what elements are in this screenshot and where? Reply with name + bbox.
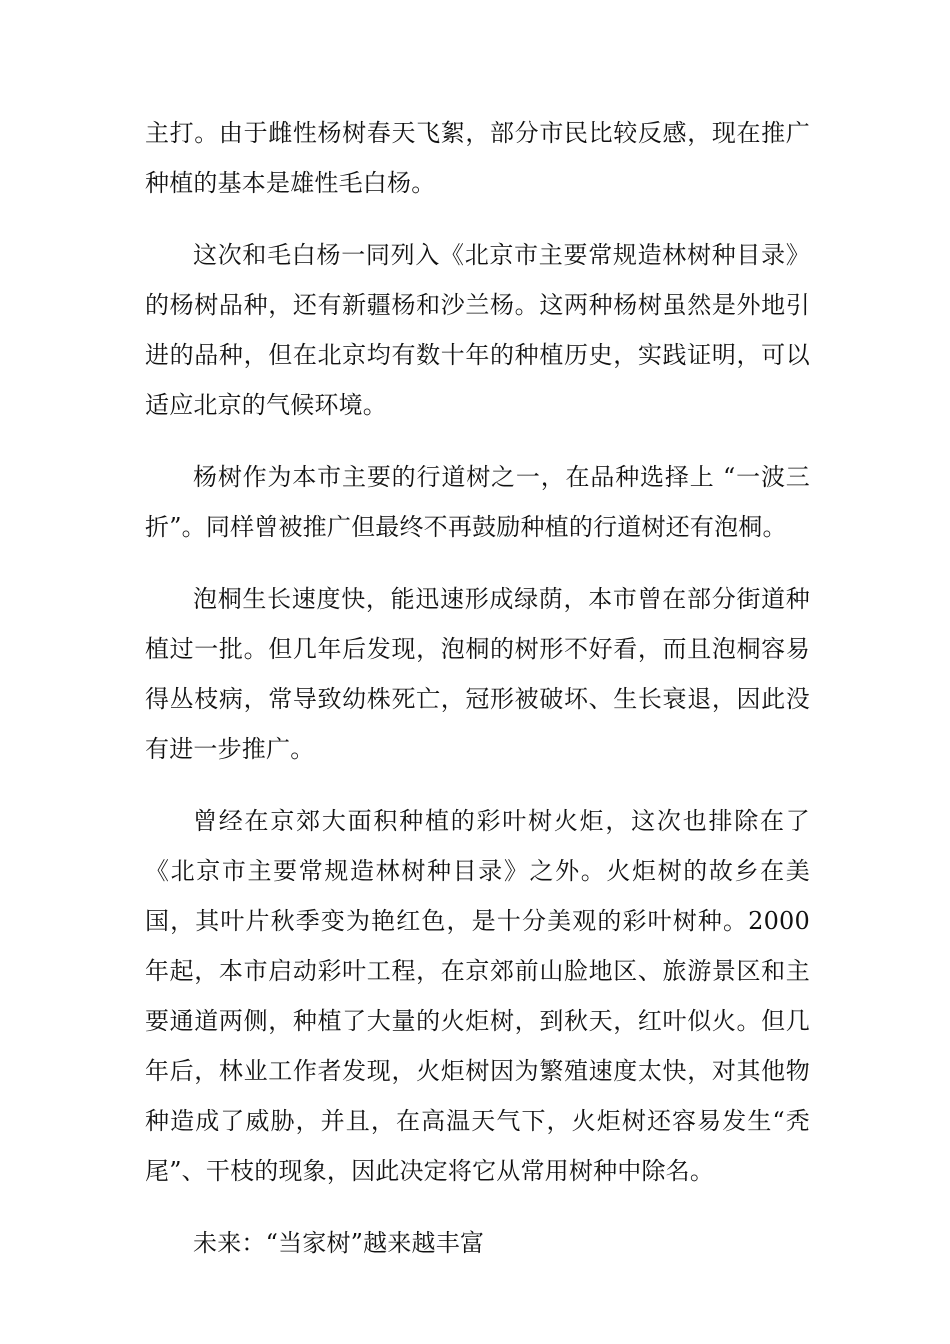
paragraph-poplar-varieties: 这次和毛白杨一同列入《北京市主要常规造林树种目录》的杨树品种，还有新疆杨和沙兰杨。这两种杨树虽然是外地引进的品种，但在北京均有数十年的种植历史，实践证明，可以适应北京的气候环境。	[145, 241, 810, 419]
paragraph-street-trees: 杨树作为本市主要的行道树之一，在品种选择上 “一波三折”。同样曾被推广但最终不再鼓励种植的行道树还有泡桐。	[145, 463, 810, 541]
paragraph-continuation: 主打。由于雌性杨树春天飞絮，部分市民比较反感，现在推广种植的基本是雄性毛白杨。	[145, 119, 810, 197]
article-body	[145, 108, 810, 1290]
paragraph-paulownia: 泡桐生长速度快，能迅速形成绿荫，本市曾在部分街道种植过一批。但几年后发现，泡桐的树形不好看，而且泡桐容易得丛枝病，常导致幼株死亡，冠形被破坏、生长衰退，因此没有进一步推广。	[145, 585, 810, 763]
section-heading-future: 未来：“当家树”越来越丰富	[193, 1229, 485, 1257]
paragraph-sumac: 曾经在京郊大面积种植的彩叶树火炬，这次也排除在了《北京市主要常规造林树种目录》之外。火炬树的故乡在美国，其叶片秋季变为艳红色，是十分美观的彩叶树种。2000 年起，本市启动彩叶工程，在京郊前山脸地区、旅游景区和主要通道两侧，种植了大量的火炬树，到秋天，红叶似火。但几年后，林业工作者发现，火炬树因为繁殖速度太快，对其他物种造成了威胁，并且，在高温天气下，火炬树还容易发生“秃尾”、干枝的现象，因此决定将它从常用树种中除名。	[145, 807, 810, 1185]
